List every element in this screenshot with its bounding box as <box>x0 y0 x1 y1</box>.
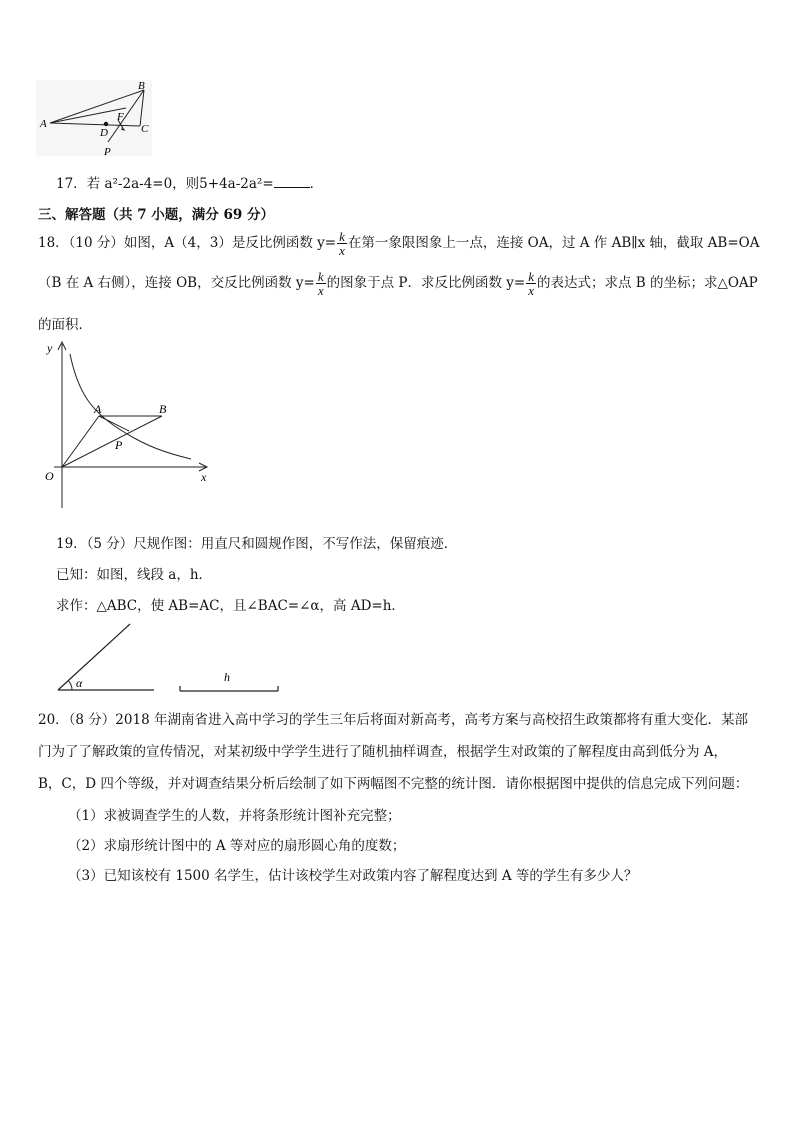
label-D: D <box>100 127 108 139</box>
q18-line3: 的面积． <box>38 317 92 333</box>
axis-label-y: y <box>47 341 53 355</box>
q18-text-2a: （B 在 A 右侧），连接 OB，交反比例函数 y= <box>38 275 315 291</box>
point-label-A: A <box>94 402 102 416</box>
segment-h-label: h <box>224 670 230 684</box>
q19-line3: 求作：△ABC，使 AB=AC，且∠BAC=∠α，高 AD=h． <box>56 598 405 614</box>
q19-figure <box>52 620 284 696</box>
point-label-P: P <box>115 438 123 452</box>
q19-line2: 已知：如图，线段 a，h． <box>56 567 213 583</box>
fraction-k-over-x: $\frac{k}{x}$ <box>317 269 324 298</box>
label-B: B <box>138 80 145 92</box>
q17-text: 17．若 a²-2a-4=0，则5+4a-2a²= <box>56 176 274 192</box>
fraction-k-over-x: $\frac{k}{x}$ <box>528 269 534 298</box>
origin-label: O <box>45 469 54 483</box>
label-F: F <box>117 111 124 123</box>
point-label-B: B <box>159 402 167 416</box>
label-P: P <box>104 146 111 158</box>
fraction-k-over-x: $\frac{k}{x}$ <box>339 229 345 258</box>
q18-graph <box>36 338 216 513</box>
q18-text-2b: 的图象于点 P．求反比例函数 y= <box>326 275 526 291</box>
q20-item-3: （3）已知该校有 1500 名学生，估计该校学生对政策内容了解程度达到 A 等的学生有多少人？ <box>68 868 638 884</box>
angle-alpha-label: α <box>76 676 83 690</box>
answer-blank <box>274 175 310 188</box>
q18-text-1a: 18．（10 分）如图，A（4，3）是反比例函数 y= <box>38 235 337 251</box>
q18-text-2c: 的表达式；求点 B 的坐标；求△OAP <box>536 275 758 291</box>
q18-line1 <box>38 228 759 258</box>
q20-line2: 门为了了解政策的宣传情况，对某初级中学学生进行了随机抽样调查，根据学生对政策的了解程度由高到低分为 A， <box>38 744 728 760</box>
q18-text-1b: 在第一象限图象上一点，连接 OA，过 A 作 AB∥x 轴，截取 AB=OA <box>347 235 760 251</box>
q20-line3: B，C，D 四个等级，并对调查结果分析后绘制了如下两幅图不完整的统计图．请你根据图中提供的信息完成下列问题： <box>38 776 749 792</box>
label-A: A <box>40 118 47 130</box>
axis-label-x: x <box>201 470 207 484</box>
label-C: C <box>141 123 149 135</box>
q20-item-1: （1）求被调查学生的人数，并将条形统计图补充完整； <box>68 808 401 824</box>
question-17 <box>56 172 323 192</box>
q20-line1: 20．（8 分）2018 年湖南省进入高中学习的学生三年后将面对新高考，高考方案与高校招生政策都将有重大变化．某部 <box>38 712 748 728</box>
q19-line1: 19．（5 分）尺规作图：用直尺和圆规作图，不写作法，保留痕迹． <box>56 536 458 552</box>
triangle-figure <box>36 80 156 158</box>
section-title: 三、解答题（共 7 小题，满分 69 分） <box>38 207 274 223</box>
q17-suffix: ． <box>309 176 324 192</box>
q18-line2 <box>38 268 758 298</box>
q20-item-2: （2）求扇形统计图中的 A 等对应的扇形圆心角的度数； <box>68 838 406 854</box>
